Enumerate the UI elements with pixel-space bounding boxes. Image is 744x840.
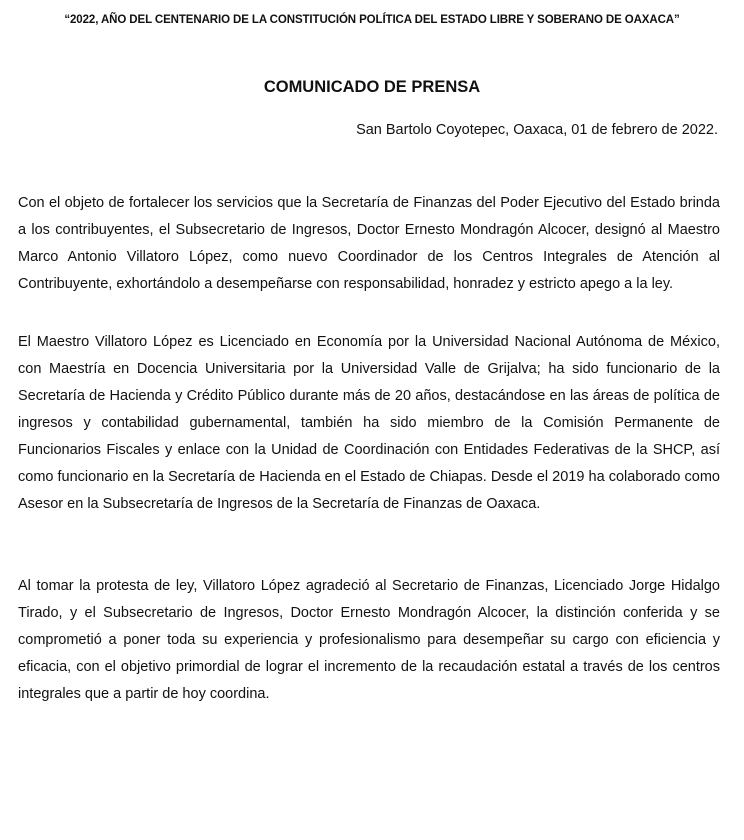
document-title: COMUNICADO DE PRENSA: [263, 78, 481, 96]
header-motto: “2022, AÑO DEL CENTENARIO DE LA CONSTITUCIÓN POLÍTICA DEL ESTADO LIBRE Y SOBERANO DE OAXACA”: [64, 14, 680, 26]
place-and-date: San Bartolo Coyotepec, Oaxaca, 01 de febrero de 2022.: [356, 122, 718, 138]
body-paragraph: Al tomar la protesta de ley, Villatoro López agradeció al Secretario de Finanzas, Licenciado Jorge Hidalgo Tirado, y el Subsecretario de Ingresos, Doctor Ernesto Mondragón Alcocer, la distinción conferida y se comprometió a poner toda su experiencia y profesionalismo para desempeñar su cargo con eficiencia y eficacia, con el objetivo primordial de lograr el incremento de la recaudación estatal a través de los centros integrales que a partir de hoy coordina.: [18, 578, 720, 702]
body-paragraph: Con el objeto de fortalecer los servicios que la Secretaría de Finanzas del Poder Ejecutivo del Estado brinda a los contribuyentes, el Subsecretario de Ingresos, Doctor Ernesto Mondragón Alcocer, designó al Maestro Marco Antonio Villatoro López, como nuevo Coordinador de los Centros Integrales de Atención al Contribuyente, exhortándolo a desempeñarse con responsabilidad, honradez y estricto apego a la ley.: [18, 195, 720, 292]
body-paragraph: El Maestro Villatoro López es Licenciado en Economía por la Universidad Nacional Autónoma de México, con Maestría en Docencia Universitaria por la Universidad Valle de Grijalva; ha sido funcionario de la Secretaría de Hacienda y Crédito Público durante más de 20 años, destacándose en las áreas de política de ingresos y contabilidad gubernamental, también ha sido miembro de la Comisión Permanente de Funcionarios Fiscales y enlace con la Unidad de Coordinación con Entidades Federativas de la SHCP, así como funcionario en la Secretaría de Hacienda en el Estado de Chiapas. Desde el 2019 ha colaborado como Asesor en la Subsecretaría de Ingresos de la Secretaría de Finanzas de Oaxaca.: [18, 334, 720, 512]
